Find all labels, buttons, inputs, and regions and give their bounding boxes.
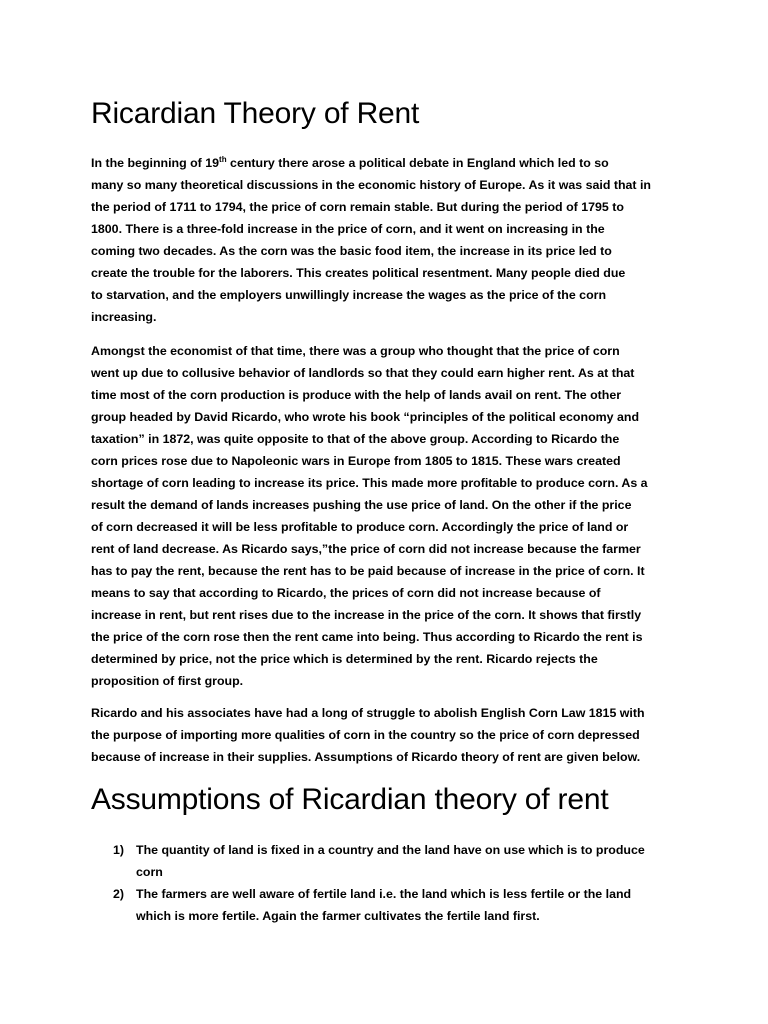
paragraph-line: create the trouble for the laborers. This creates political resentment. Many people died due xyxy=(91,266,626,280)
list-number: 1) xyxy=(113,843,125,857)
paragraph-line: taxation” in 1872, was quite opposite to that of the above group. According to Ricardo the xyxy=(91,432,620,446)
list-number: 2) xyxy=(113,887,125,901)
intro-paragraph xyxy=(91,152,691,328)
list-item-line: which is more fertile. Again the farmer cultivates the fertile land first. xyxy=(136,909,540,923)
paragraph-line: time most of the corn production is produce with the help of lands avail on rent. The other xyxy=(91,388,622,402)
paragraph-line: corn prices rose due to Napoleonic wars in Europe from 1805 to 1815. These wars created xyxy=(91,454,621,468)
list-item-line: The quantity of land is fixed in a country and the land have on use which is to produce xyxy=(136,843,645,857)
assumptions-list xyxy=(91,839,691,927)
document-title: Ricardian Theory of Rent xyxy=(91,97,420,130)
paragraph-line: increase in rent, but rent rises due to the increase in the price of the corn. It shows that firstly xyxy=(91,608,642,622)
paragraph-line: increasing. xyxy=(91,310,157,324)
paragraph-line: shortage of corn leading to increase its price. This made more profitable to produce corn. As a xyxy=(91,476,648,490)
line-text: century there arose a political debate in England which led to so xyxy=(226,156,609,170)
list-item xyxy=(91,839,691,883)
section-title: Assumptions of Ricardian theory of rent xyxy=(91,783,609,816)
paragraph-line: the price of the corn rose then the rent came into being. Thus according to Ricardo the rent is xyxy=(91,630,643,644)
paragraph-line: the period of 1711 to 1794, the price of corn remain stable. But during the period of 1795 to xyxy=(91,200,624,214)
paragraph-line: result the demand of lands increases pushing the use price of land. On the other if the price xyxy=(91,498,632,512)
paragraph-line: to starvation, and the employers unwillingly increase the wages as the price of the corn xyxy=(91,288,607,302)
paragraph-line: has to pay the rent, because the rent has to be paid because of increase in the price of corn. It xyxy=(91,564,645,578)
paragraph-line: proposition of first group. xyxy=(91,674,244,688)
line-text: In the beginning of 19 xyxy=(91,156,220,170)
ricardo-paragraph xyxy=(91,340,691,692)
paragraph-line: went up due to collusive behavior of landlords so that they could earn higher rent. As at that xyxy=(91,366,635,380)
paragraph-line: Ricardo and his associates have had a long of struggle to abolish English Corn Law 1815 with xyxy=(91,706,645,720)
paragraph-line: group headed by David Ricardo, who wrote his book “principles of the political economy and xyxy=(91,410,640,424)
paragraph-line: the purpose of importing more qualities of corn in the country so the price of corn depressed xyxy=(91,728,640,742)
paragraph-line: of corn decreased it will be less profitable to produce corn. Accordingly the price of land or xyxy=(91,520,629,534)
list-item-line: The farmers are well aware of fertile land i.e. the land which is less fertile or the land xyxy=(136,887,632,901)
ordinal-superscript: th xyxy=(219,154,227,164)
paragraph-line: coming two decades. As the corn was the basic food item, the increase in its price led to xyxy=(91,244,612,258)
paragraph-line xyxy=(91,152,691,174)
paragraph-line: determined by price, not the price which is determined by the rent. Ricardo rejects the xyxy=(91,652,598,666)
paragraph-line: 1800. There is a three-fold increase in the price of corn, and it went on increasing in the xyxy=(91,222,605,236)
list-item-line: corn xyxy=(136,865,163,879)
corn-law-paragraph xyxy=(91,702,691,768)
paragraph-line: rent of land decrease. As Ricardo says,”the price of corn did not increase because the farmer xyxy=(91,542,641,556)
paragraph-line: because of increase in their supplies. Assumptions of Ricardo theory of rent are given below. xyxy=(91,750,641,764)
list-item xyxy=(91,883,691,927)
paragraph-line: many so many theoretical discussions in the economic history of Europe. As it was said that in xyxy=(91,178,652,192)
paragraph-line: means to say that according to Ricardo, the prices of corn did not increase because of xyxy=(91,586,601,600)
paragraph-line: Amongst the economist of that time, there was a group who thought that the price of corn xyxy=(91,344,620,358)
